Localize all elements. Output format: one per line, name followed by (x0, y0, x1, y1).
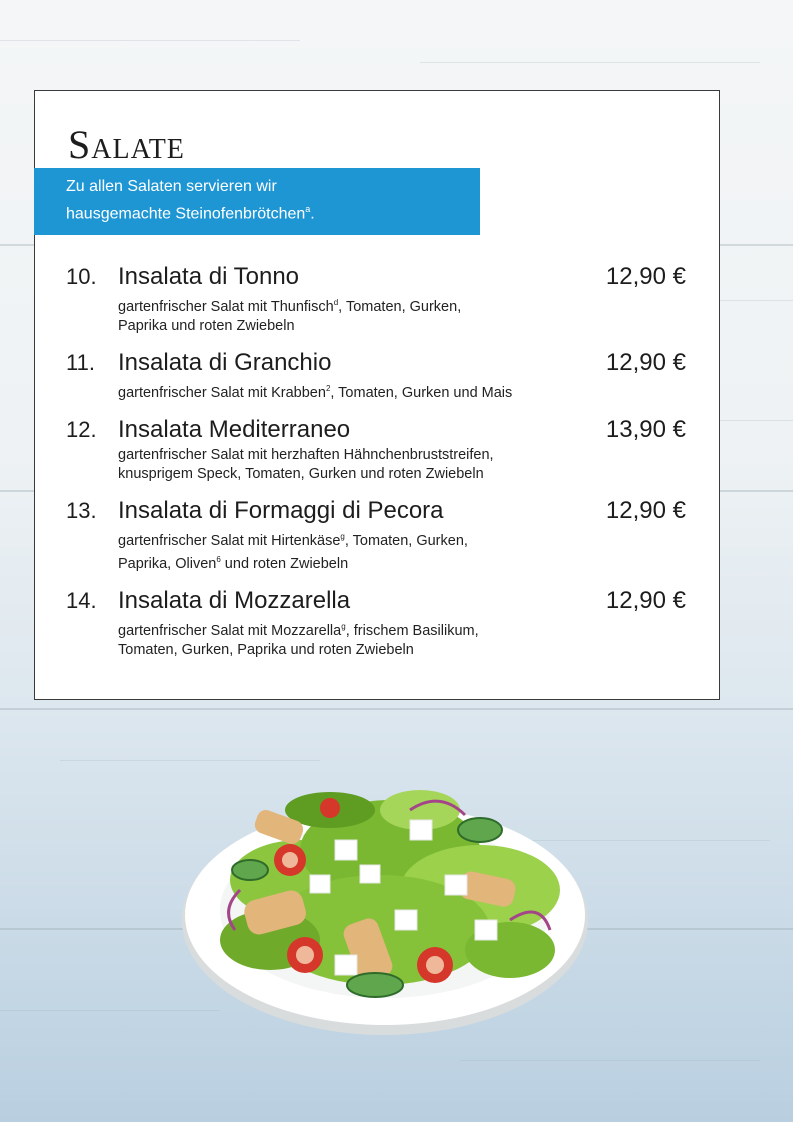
menu-item-price: 12,90 € (605, 263, 686, 290)
menu-item-price: 12,90 € (605, 496, 686, 524)
menu-item-description: gartenfrischer Salat mit Krabben$^2$, Tomaten, Gurken und Mais (118, 383, 513, 401)
menu-item-name: Insalata di Tonno (118, 263, 300, 290)
menu-item-list (66, 263, 686, 673)
salad-plate-image (180, 770, 590, 1040)
menu-item-number: 12. (66, 416, 97, 442)
menu-item-header (66, 416, 686, 446)
menu-item-description: gartenfrischer Salat mit herzhaften Hähnchenbruststreifen, knusprigem Speck, Tomaten, Gurken und roten Zwiebeln (118, 446, 494, 482)
intro-banner (34, 168, 480, 235)
menu-item-number: 14. (66, 588, 97, 614)
menu-item (66, 349, 686, 403)
menu-item-name: Insalata Mediterraneo (118, 415, 351, 443)
menu-item (66, 263, 686, 336)
menu-item (66, 497, 686, 575)
menu-item-header (66, 497, 686, 527)
intro-line-2: hausgemachte Steinofenbrötchen$^a$. (66, 204, 315, 223)
menu-item-price: 13,90 € (605, 415, 686, 443)
menu-item-description: gartenfrischer Salat mit Thunfisch$^d$, Tomaten, Gurken, Paprika und roten Zwiebeln (118, 298, 462, 334)
menu-item (66, 587, 686, 660)
menu-item-name: Insalata di Granchio (118, 348, 332, 376)
menu-item-price: 12,90 € (605, 587, 686, 615)
menu-item-description: gartenfrischer Salat mit Hirtenkäse$^g$, Tomaten, Gurken, Paprika, Oliven$^6$ und roten Zwiebeln (118, 531, 468, 573)
menu-card (34, 90, 720, 700)
menu-item-number: 13. (66, 497, 97, 523)
menu-item-number: 11. (66, 349, 95, 375)
menu-item (66, 416, 686, 484)
menu-item-name: Insalata di Mozzarella (118, 587, 351, 615)
menu-item-header (66, 349, 686, 379)
menu-title: Salate (68, 122, 185, 167)
menu-item-number: 10. (66, 264, 97, 289)
menu-item-description: gartenfrischer Salat mit Mozzarella$^g$, frischem Basilikum, Tomaten, Gurken, Paprika und roten Zwiebeln (118, 622, 479, 659)
menu-item-name: Insalata di Formaggi di Pecora (118, 496, 444, 524)
intro-line-1: Zu allen Salaten servieren wir (66, 178, 277, 195)
menu-item-header (66, 263, 686, 293)
menu-item-price: 12,90 € (605, 348, 686, 376)
menu-item-header (66, 587, 686, 617)
